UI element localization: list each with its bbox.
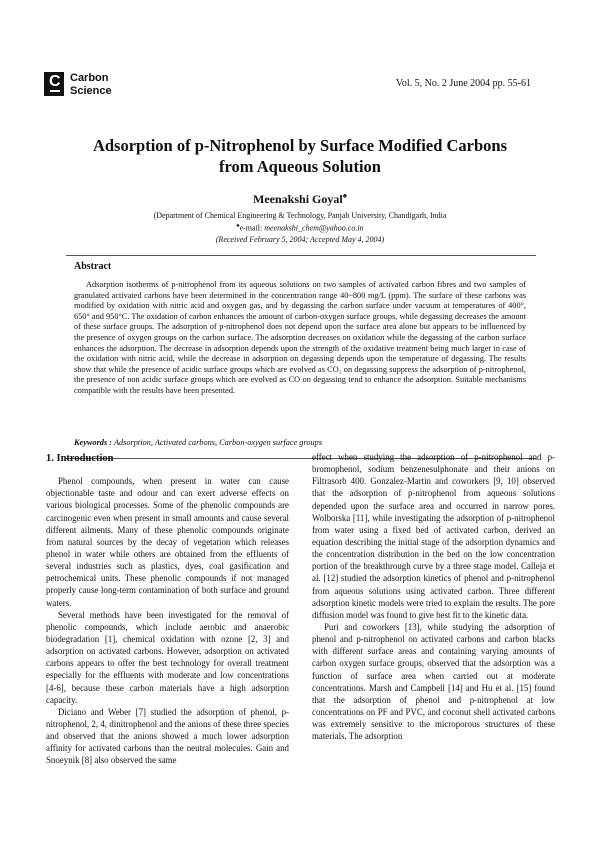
- abstract-heading: Abstract: [74, 261, 112, 272]
- right-column: [312, 451, 555, 742]
- logo-line-2: Science: [70, 84, 112, 97]
- paragraph: Puri and coworkers [13], while studying the adsorption of phenol and p-nitrophenol on activated carbons and carbon blacks with different surface areas and containing varying amounts of carbon oxygen surface groups, observed that the adsorption was a function of surface area when carried out at moderate concentrations. Marsh and Campbell [14] and Hu et al. [15] found that the adsorption of phenol and p-nitrophenol at low concentrations on PF and PVC, and coconut shell activated carbons was extremely sensitive to the microporous structures of these materials. The adsorption: [312, 621, 555, 742]
- journal-info: Vol. 5, No. 2 June 2004 pp. 55-61: [395, 78, 531, 89]
- paragraph: Phenol compounds, when present in water can cause objectionable taste and odour and can exert adverse effects on various biological processes. Some of the phenolic compounds are carcinogenic even when present in small amounts and cause several different ailments. Many of these phenolic compounds originate from natural sources by the decay of vegetation which releases phenol in water while others are obtained from the effluents of several industries such as plastics, dyes, coal gasification and petrochemical units. These phenolic compounds if not managed properly cause long-term contamination of both surface and ground waters.: [46, 476, 289, 608]
- abstract-top-rule: [66, 255, 536, 256]
- journal-logo: [44, 72, 114, 98]
- affiliation-block: [0, 210, 600, 245]
- email-label: e-mail:: [239, 223, 265, 233]
- author-line: [0, 191, 600, 207]
- author-name: Meenakshi Goyal: [253, 192, 343, 206]
- email-line: [0, 221, 600, 234]
- carbon-logo-icon: [44, 72, 64, 96]
- received-dates: (Received February 5, 2004; Accepted May 4, 2004): [215, 234, 385, 244]
- logo-letter: C: [49, 73, 61, 90]
- keywords-text: Adsorption, Activated carbons, Carbon-oxygen surface groups: [112, 438, 323, 447]
- keywords-label: Keywords :: [74, 438, 113, 447]
- title-line-2: from Aqueous Solution: [219, 157, 381, 176]
- paragraph: Several methods have been investigated for the removal of phenolic compounds, which include aerobic and anaerobic biodegradation [1], chemical oxidation with ozone [2, 3] and adsorption on activated carbons. However, adsorption on activated carbons appears to offer the best technology for overall treatment especially for the effluents with moderate and low concentrations [4-6], because these carbon materials have a high adsorption capacity.: [46, 609, 289, 705]
- keywords: [74, 438, 526, 447]
- left-column: [46, 451, 289, 767]
- paper-title: [0, 135, 600, 177]
- paragraph: Diciano and Weber [7] studied the adsorption of phenol, p-nitrophenol, 2, 4, dinitrophenol and the anions of these three species and observed that the anions showed a much lower adsorption affinity for activated carbons than the neutral molecules. Gain and Snoeynik [8] also observed the same: [46, 706, 289, 766]
- logo-line-1: Carbon: [70, 72, 109, 84]
- paragraph: effect when studying the adsorption of p-nitrophenol and p-bromophenol, sodium benzenesulphonate and their anions on Filtrasorb 400. Gonzalez-Martin and coworkers [9, 10] observed that the adsorption of p-nitrophenol from aqueous solutions depended upon the surface area and occurred in narrow pores. Wolborska [11], while investigating the adsorption of p-nitrophenol from water using a fixed bed of activated carbon, derived an equation describing the initial stage of the adsorption dynamics and the concentration distribution in the bed on the low concentration portion of the breakthrough curve by a three stage model. Calleja et al. [12] studied the adsorption kinetics of phenol and p-nitrophenol from aqueous solutions using activated carbon. Three different adsorption kinetic models were tried to explain the results. The pore diffusion model was found to give best fit to the kinetic data.: [312, 452, 555, 620]
- section-heading: 1. Introduction: [46, 453, 114, 464]
- logo-text: [70, 72, 112, 97]
- email-address[interactable]: meenakshi_chem@yahoo.co.in: [264, 223, 364, 233]
- spade-icon: ♠: [342, 191, 347, 200]
- title-line-1: Adsorption of p-Nitrophenol by Surface Modified Carbons: [92, 136, 508, 155]
- affiliation: (Department of Chemical Engineering & Technology, Panjab University, Chandigarh, India: [153, 211, 447, 220]
- abstract-text: Adsorption isotherms of p-nitrophenol from its aqueous solutions on two samples of activated carbon fibres and two samples of granulated activated carbons have been determined in the concentration range 40~800 mg/L (ppm). The surface of these carbons was modified by oxidation with nitric acid and oxygen gas, and by degassing the carbon surface under vacuum at temperatures of 400°, 650° and 950°C. The oxidation of carbon enhances the amount of carbon-oxygen surface groups, while degassing decreases the amount of these surface groups. The adsorption of p-nitrophenol does not depend upon the surface area alone but appears to be influenced by the presence of oxygen groups on the carbon surface. The adsorption decreases on oxidation while the degassing of the carbon surface enhances the adsorption. The decrease in adsorption depends upon the strength of the oxidative treatment being much larger in case of the oxidation with nitric acid, while the decrease in adsorption on degassing depends upon the temperature of degassing. The results show that while the presence of acidic surface groups which are evolved as CO₂ on degassing suppress the adsorption of p-nitrophenol, the presence of non acidic surface groups which are evolved as CO on degassing tend to enhance the adsorption. Suitable mechanisms compatible with the results have been presented.: [74, 280, 526, 395]
- spade-icon: ♠: [236, 223, 240, 229]
